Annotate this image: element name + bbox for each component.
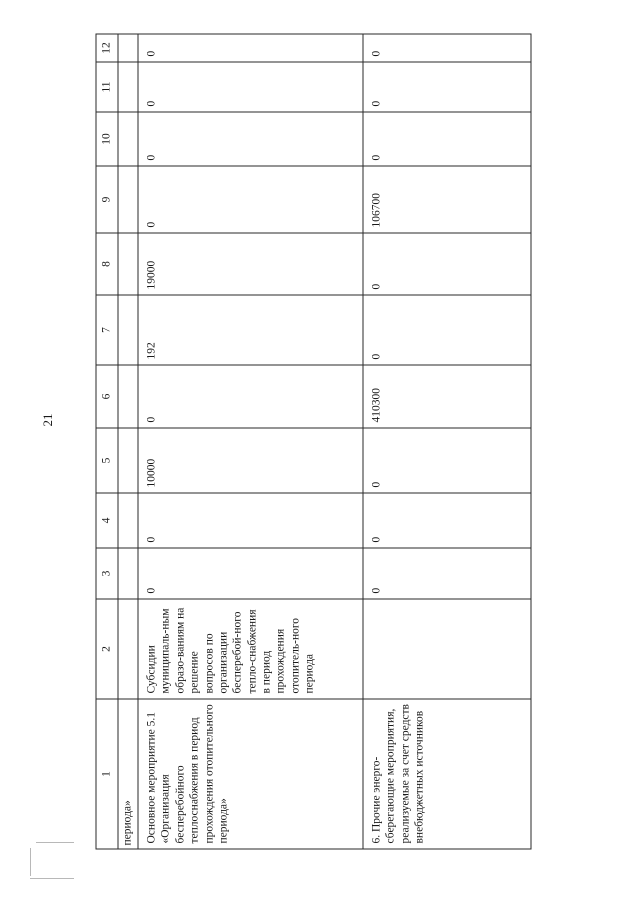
table-cell: 0 <box>363 493 531 548</box>
table-cell: 106700 <box>363 166 531 233</box>
column-header: 1 <box>96 699 118 849</box>
column-header: 11 <box>96 62 118 112</box>
table-cell: 19000 <box>138 233 363 295</box>
table-cell <box>118 599 138 699</box>
column-header: 7 <box>96 295 118 365</box>
column-header: 4 <box>96 493 118 548</box>
page-number: 21 <box>40 413 55 427</box>
table-cell: периода» <box>118 699 138 849</box>
table-cell: 0 <box>363 548 531 599</box>
table-cell: 0 <box>363 112 531 166</box>
table-cell: 0 <box>363 34 531 62</box>
header-row <box>96 34 118 849</box>
table-cell: 410300 <box>363 365 531 428</box>
table-cell: 0 <box>138 493 363 548</box>
table-cell <box>118 493 138 548</box>
column-header: 6 <box>96 365 118 428</box>
table-cell <box>118 166 138 233</box>
table-cell: Субсидии муниципаль-ным образо-ваниям на решение вопросов по организации бесперебой-ного тепло-снабжения в период прохождения отопитель-ного периода <box>138 599 363 699</box>
column-header: 12 <box>96 34 118 62</box>
table-cell: 0 <box>363 295 531 365</box>
table-cell: 0 <box>363 233 531 295</box>
table-cell <box>118 62 138 112</box>
table-cell: 0 <box>138 166 363 233</box>
budget-table <box>96 34 532 850</box>
column-header: 10 <box>96 112 118 166</box>
table-cell <box>118 295 138 365</box>
table-cell: 0 <box>138 548 363 599</box>
table-cell <box>118 112 138 166</box>
table-cell <box>118 34 138 62</box>
column-header: 8 <box>96 233 118 295</box>
table-cell: 6. Прочие энерго-сберегающие мероприятия, реализуемые за счет средств внебюджетных источников <box>363 699 531 849</box>
table-cell: 0 <box>138 112 363 166</box>
table-cell: Основное мероприятие 5.1 «Организация бесперебойного теплоснабжения в период прохождения отопительного периода» <box>138 699 363 849</box>
column-header: 3 <box>96 548 118 599</box>
table-cell <box>118 365 138 428</box>
table-cell: 0 <box>363 428 531 493</box>
table-cell <box>118 428 138 493</box>
table-cell: 192 <box>138 295 363 365</box>
table-cell: 0 <box>138 62 363 112</box>
table-row <box>363 34 531 849</box>
table-row <box>138 34 363 849</box>
table-cell: 0 <box>363 62 531 112</box>
table-row <box>118 34 138 849</box>
table-cell <box>118 548 138 599</box>
table-cell <box>118 233 138 295</box>
table-cell: 10000 <box>138 428 363 493</box>
column-header: 9 <box>96 166 118 233</box>
scan-artifact <box>28 842 78 884</box>
table-cell: 0 <box>138 365 363 428</box>
table-cell <box>363 599 531 699</box>
column-header: 2 <box>96 599 118 699</box>
column-header: 5 <box>96 428 118 493</box>
table-cell: 0 <box>138 34 363 62</box>
rotated-table-wrapper <box>96 42 532 850</box>
